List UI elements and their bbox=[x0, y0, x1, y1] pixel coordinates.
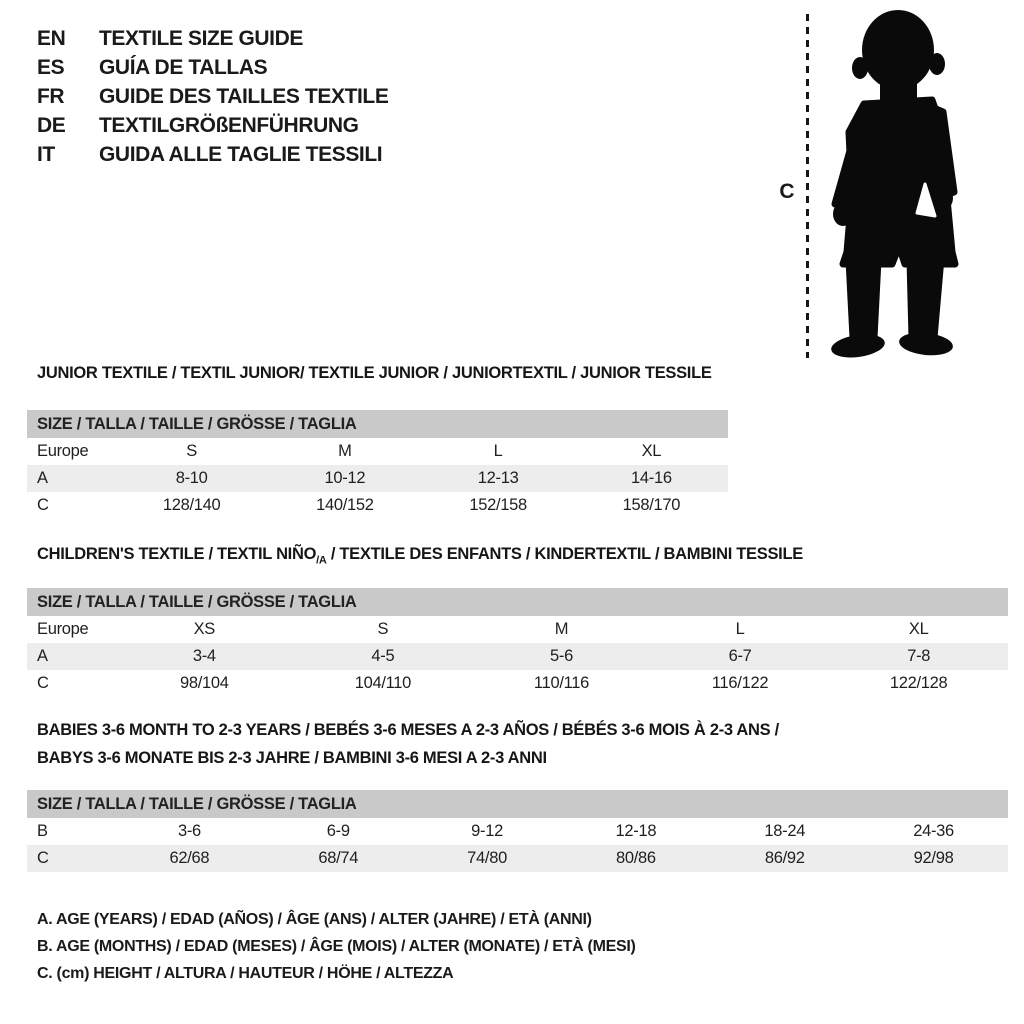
cell: 158/170 bbox=[622, 496, 681, 514]
cell: 74/80 bbox=[467, 849, 507, 867]
row-label: Europe bbox=[37, 620, 89, 638]
lang-title: TEXTILE SIZE GUIDE bbox=[99, 26, 303, 50]
cell: 14-16 bbox=[631, 469, 672, 487]
lang-code: ES bbox=[37, 55, 65, 79]
footnote-a: A. AGE (YEARS) / EDAD (AÑOS) / ÂGE (ANS) / ALTER (JAHRE) / ETÀ (ANNI) bbox=[37, 911, 592, 928]
table-row bbox=[27, 465, 728, 492]
toddler-silhouette-image bbox=[822, 4, 982, 364]
cell: 92/98 bbox=[913, 849, 954, 867]
cell: S bbox=[186, 442, 197, 460]
cell: 140/152 bbox=[316, 496, 374, 514]
row-label: Europe bbox=[37, 442, 89, 460]
cell: 12-18 bbox=[615, 822, 657, 840]
cell: M bbox=[338, 442, 352, 460]
cell: 3-6 bbox=[177, 822, 201, 840]
footnotes bbox=[37, 906, 636, 987]
cell: 10-12 bbox=[324, 469, 366, 487]
size-header-bar: SIZE / TALLA / TAILLE / GRÖSSE / TAGLIA bbox=[27, 790, 1008, 818]
table-row bbox=[27, 616, 1008, 643]
table-row bbox=[27, 643, 1008, 670]
table-row bbox=[27, 492, 728, 519]
lang-row-en bbox=[37, 24, 388, 53]
cell: 7-8 bbox=[907, 647, 931, 665]
cell: 24-36 bbox=[913, 822, 954, 840]
cell: 152/158 bbox=[469, 496, 527, 514]
lang-title: GUIDA ALLE TAGLIE TESSILI bbox=[99, 142, 383, 166]
babies-size-table bbox=[27, 790, 1008, 872]
cell: L bbox=[493, 442, 503, 460]
children-title-prefix: CHILDREN'S TEXTILE / TEXTIL NIÑO bbox=[37, 545, 317, 563]
cell: 62/68 bbox=[169, 849, 210, 867]
footnote-b: B. AGE (MONTHS) / EDAD (MESES) / ÂGE (MOIS) / ALTER (MONATE) / ETÀ (MESI) bbox=[37, 938, 636, 955]
cell: 5-6 bbox=[550, 647, 573, 665]
row-label: A bbox=[37, 469, 48, 487]
cell: 8-10 bbox=[175, 469, 208, 487]
lang-code: IT bbox=[37, 142, 55, 166]
children-title-suffix: / TEXTILE DES ENFANTS / KINDERTEXTIL / BAMBINI TESSILE bbox=[326, 545, 803, 563]
lang-code: EN bbox=[37, 26, 66, 50]
cell: 6-7 bbox=[728, 647, 752, 665]
table-row bbox=[27, 845, 1008, 872]
row-label: C bbox=[37, 496, 49, 514]
lang-code: FR bbox=[37, 84, 65, 108]
babies-title-line1: BABIES 3-6 MONTH TO 2-3 YEARS / BEBÉS 3-6 MESES A 2-3 AÑOS / BÉBÉS 3-6 MOIS À 2-3 ANS / bbox=[37, 721, 779, 739]
cell: 128/140 bbox=[162, 496, 221, 514]
lang-title: GUÍA DE TALLAS bbox=[99, 55, 268, 79]
language-title-list bbox=[37, 24, 388, 169]
row-label: C bbox=[37, 674, 49, 692]
cell: 80/86 bbox=[616, 849, 656, 867]
junior-section-title: JUNIOR TEXTILE / TEXTIL JUNIOR/ TEXTILE JUNIOR / JUNIORTEXTIL / JUNIOR TESSILE bbox=[37, 364, 712, 382]
cell: S bbox=[377, 620, 389, 638]
cell: 110/116 bbox=[533, 674, 590, 692]
size-header-bar: SIZE / TALLA / TAILLE / GRÖSSE / TAGLIA bbox=[27, 410, 728, 438]
cell: 18-24 bbox=[764, 822, 806, 840]
cell: 86/92 bbox=[764, 849, 805, 867]
cell: 116/122 bbox=[711, 674, 769, 692]
table-row bbox=[27, 670, 1008, 697]
cell: M bbox=[554, 620, 569, 638]
children-size-table bbox=[27, 588, 1008, 697]
row-label: C bbox=[37, 849, 49, 867]
cell: 3-4 bbox=[192, 647, 216, 665]
cell: 4-5 bbox=[371, 647, 395, 665]
table-row bbox=[27, 438, 728, 465]
cell: 122/128 bbox=[889, 674, 948, 692]
cell: 6-9 bbox=[326, 822, 350, 840]
cell: 9-12 bbox=[471, 822, 503, 840]
lang-row-de bbox=[37, 111, 388, 140]
cell: L bbox=[735, 620, 745, 638]
cell: 98/104 bbox=[179, 674, 229, 692]
row-label: B bbox=[37, 822, 48, 840]
row-label: A bbox=[37, 647, 48, 665]
lang-row-fr bbox=[37, 82, 388, 111]
lang-code: DE bbox=[37, 113, 66, 137]
cell: XS bbox=[193, 620, 215, 638]
lang-title: TEXTILGRÖßENFÜHRUNG bbox=[99, 113, 359, 137]
cell: XL bbox=[908, 620, 929, 638]
height-measure-dotted-line bbox=[806, 14, 809, 358]
lang-row-it bbox=[37, 140, 388, 169]
cell: 68/74 bbox=[318, 849, 359, 867]
children-section-title bbox=[37, 545, 803, 566]
babies-title-line2: BABYS 3-6 MONATE BIS 2-3 JAHRE / BAMBINI 3-6 MESI A 2-3 ANNI bbox=[37, 749, 547, 767]
children-title-subscript: /A bbox=[316, 554, 327, 567]
lang-row-es bbox=[37, 53, 388, 82]
junior-size-table bbox=[27, 410, 728, 519]
size-header-bar: SIZE / TALLA / TAILLE / GRÖSSE / TAGLIA bbox=[27, 588, 1008, 616]
table-row bbox=[27, 818, 1008, 845]
cell: 104/110 bbox=[354, 674, 412, 692]
babies-section-title bbox=[37, 716, 779, 772]
lang-title: GUIDE DES TAILLES TEXTILE bbox=[99, 84, 389, 108]
height-measure-label: C bbox=[779, 180, 795, 203]
footnote-c: C. (cm) HEIGHT / ALTURA / HAUTEUR / HÖHE / ALTEZZA bbox=[37, 965, 454, 982]
cell: XL bbox=[641, 442, 662, 460]
cell: 12-13 bbox=[477, 469, 519, 487]
